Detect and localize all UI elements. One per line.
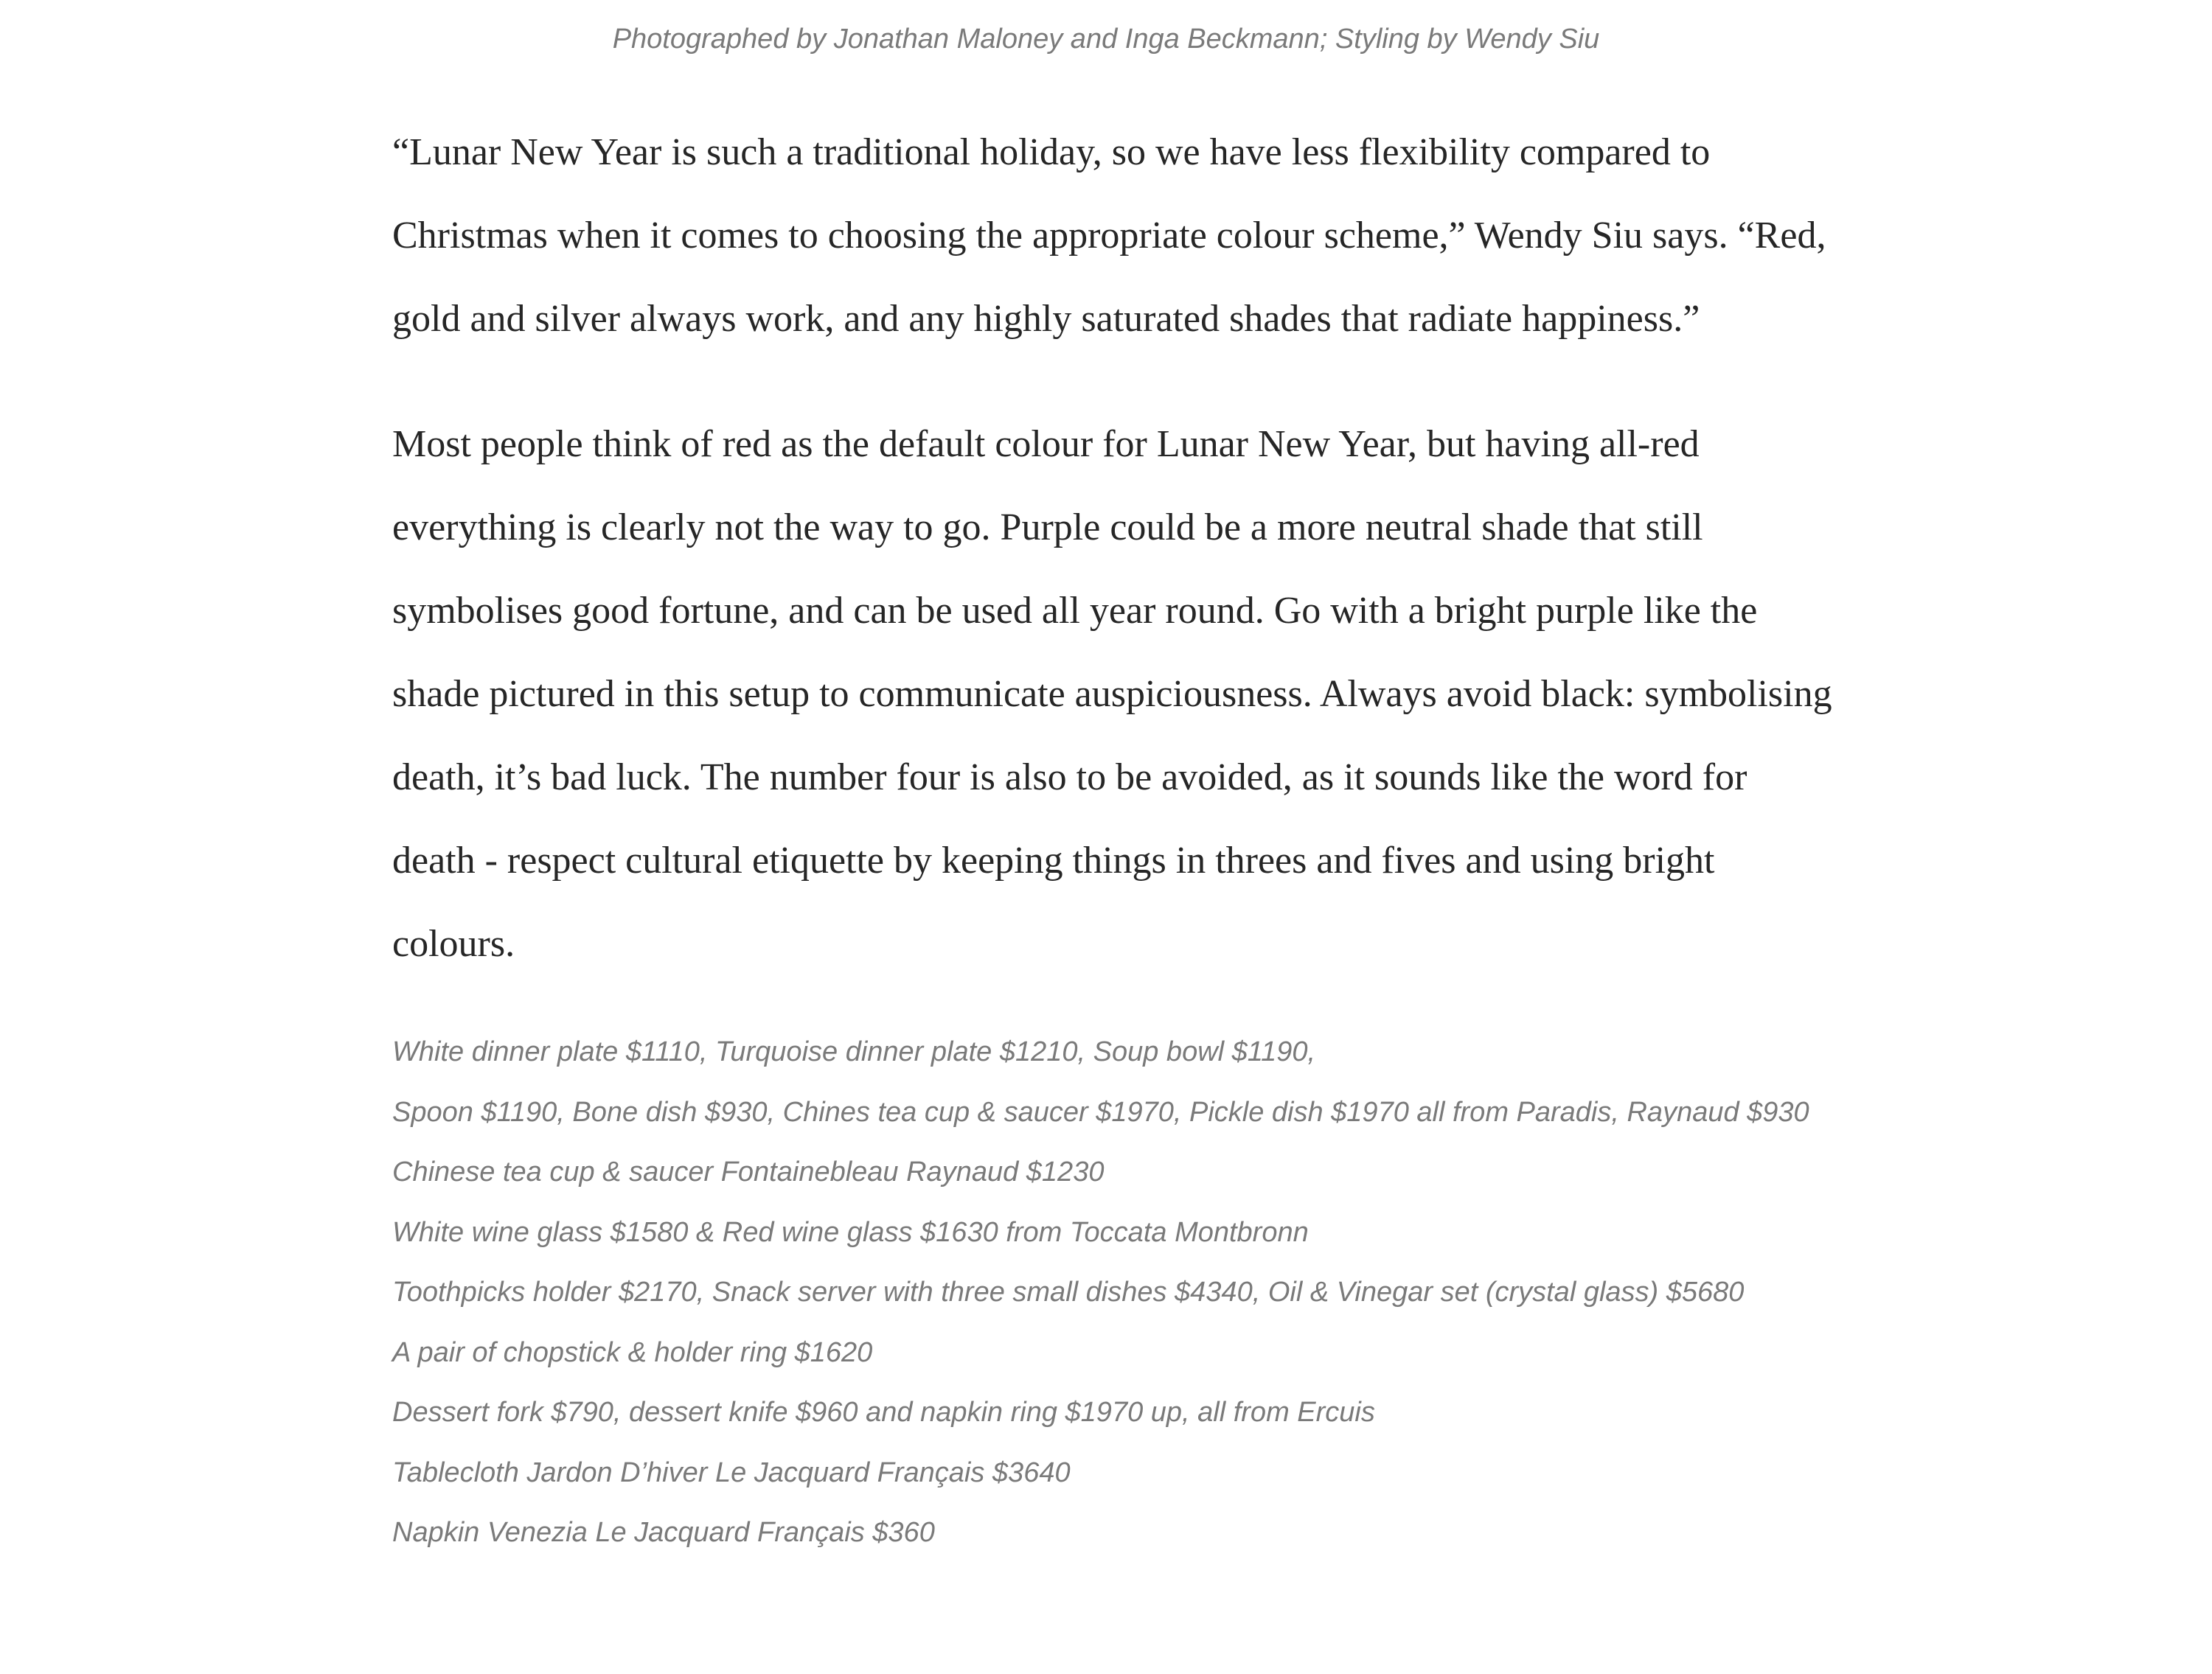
paragraph-color-scheme-quote: “Lunar New Year is such a traditional holiday, so we have less flexibility compared to Christmas when it comes to choosing the appropriate colour scheme,” Wendy Siu says. “Red, gold and silver always work, and any highly saturated shades that radiate happiness.” xyxy=(392,131,1826,340)
caption-line: Chinese tea cup & saucer Fontainebleau Raynaud $1230 xyxy=(392,1157,1105,1188)
caption-line: White dinner plate $1110, Turquoise dinner plate $1210, Soup bowl $1190, xyxy=(392,1036,1316,1067)
caption-line: Dessert fork $790, dessert knife $960 and napkin ring $1970 up, all from Ercuis xyxy=(392,1397,1375,1428)
article-body xyxy=(392,111,1837,1563)
caption-line: Napkin Venezia Le Jacquard Français $360 xyxy=(392,1517,935,1548)
photo-credit: Photographed by Jonathan Maloney and Inga Beckmann; Styling by Wendy Siu xyxy=(612,24,1600,55)
caption-line: Tablecloth Jardon D’hiver Le Jacquard Français $3640 xyxy=(392,1457,1071,1488)
caption-line: White wine glass $1580 & Red wine glass $1630 from Toccata Montbronn xyxy=(392,1216,1309,1248)
paragraph-purple-advice: Most people think of red as the default colour for Lunar New Year, but having all-red everything is clearly not the way to go. Purple could be a more neutral shade that still symbolises good fortune, and can be used all year round. Go with a bright purple like the shade pictured in this setup to communicate auspiciousness. Always avoid black: symbolising death, it’s bad luck. The number four is also to be avoided, as it sounds like the word for death - respect cultural etiquette by keeping things in threes and fives and using bright colours. xyxy=(392,423,1832,965)
caption-line: Spoon $1190, Bone dish $930, Chines tea cup & saucer $1970, Pickle dish $1970 all from Paradis, Raynaud $930 xyxy=(392,1096,1809,1128)
caption-line: Toothpicks holder $2170, Snack server with three small dishes $4340, Oil & Vinegar set (crystal glass) $5680 xyxy=(392,1277,1745,1308)
caption-line: A pair of chopstick & holder ring $1620 xyxy=(392,1336,873,1368)
product-credits xyxy=(392,1022,1837,1563)
